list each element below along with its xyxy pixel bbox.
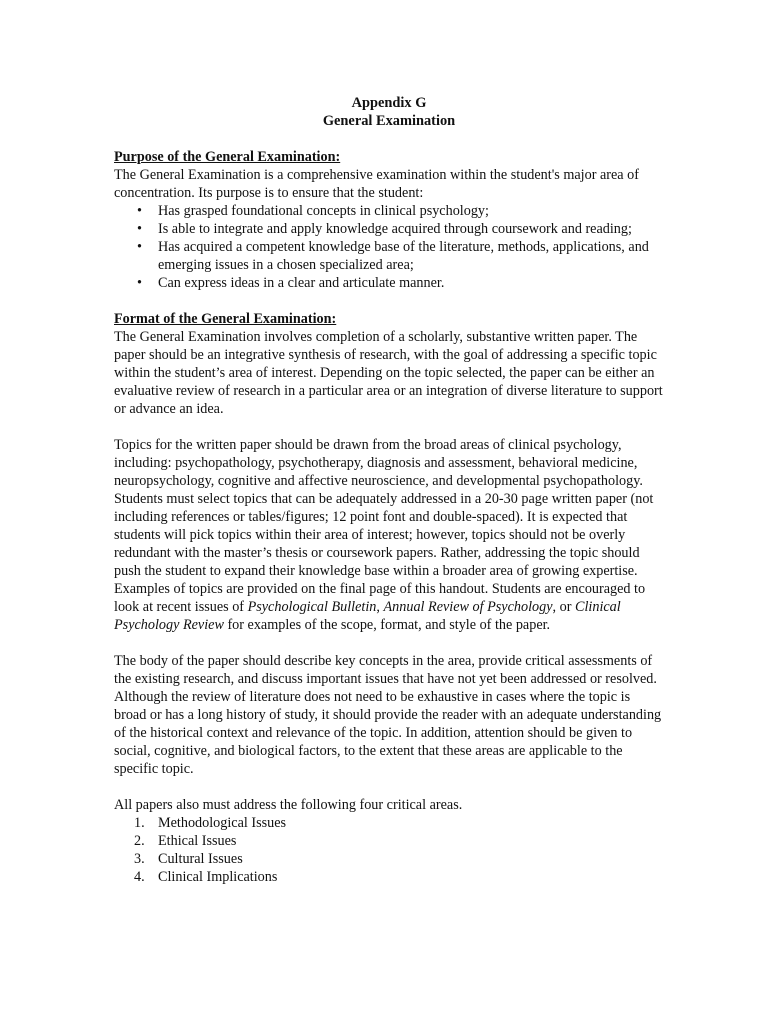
bullet-icon: • — [137, 203, 142, 219]
bullet-text: Is able to integrate and apply knowledge acquired through coursework and reading; — [158, 221, 632, 237]
list-item — [134, 814, 664, 832]
item-label: Ethical Issues — [158, 833, 237, 849]
bullet-icon: • — [137, 275, 142, 291]
format-paragraph-3: The body of the paper should describe key concepts in the area, provide critical assessments of the existing research, and discuss important issues that have not yet been addressed or resolved. Although the review of literature does not need to be exhaustive in cases where the topic is broad or has a long history of study, it should provide the reader with an adequate understanding of the historical context and relevance of the topic. In addition, attention should be given to social, cognitive, and biological factors, to the extent that these areas are applicable to the specific topic. — [114, 653, 662, 777]
paragraph-text: Topics for the written paper should be drawn from the broad areas of clinical psychology, including: psychopathology, psychotherapy, diagnosis and assessment, behavioral medicine, neuropsychology, cognitive and affective neuroscience, and developmental psychopathology. Students must select topics that can be adequately addressed in a 20-30 page written paper (not including references or tables/figures; 12 point font and double-spaced). It is expected that students will pick topics within their area of interest; however, topics should not be overly redundant with the master’s thesis or coursework papers. Rather, addressing the topic should push the student to expand their knowledge base within a broader area of growing expertise. Examples of topics are provided on the final page of this handout. Students are encouraged to look at recent issues of — [114, 437, 654, 615]
document-title — [114, 94, 664, 130]
journal-title: Clinical Psychology Review — [114, 599, 621, 633]
bullet-text: Has acquired a competent knowledge base of the literature, methods, applications, and emerging issues in a chosen specialized area; — [158, 239, 649, 273]
item-number: 3. — [134, 851, 145, 867]
purpose-bullet-list — [114, 202, 664, 292]
appendix-label: Appendix G — [351, 95, 427, 111]
purpose-intro: The General Examination is a comprehensive examination within the student's major area of concentration. Its purpose is to ensure that the student: — [114, 167, 639, 201]
item-number: 2. — [134, 833, 145, 849]
examination-title: General Examination — [322, 113, 456, 129]
purpose-heading: Purpose of the General Examination: — [114, 149, 341, 165]
document-page — [114, 94, 664, 886]
bullet-text: Has grasped foundational concepts in clinical psychology; — [158, 203, 489, 219]
purpose-section — [114, 148, 664, 292]
list-item — [137, 238, 664, 274]
item-label: Clinical Implications — [158, 869, 278, 885]
format-paragraph-2 — [114, 436, 664, 634]
separator-text: , — [376, 599, 384, 615]
list-item — [134, 850, 664, 868]
format-paragraph-1: The General Examination involves completion of a scholarly, substantive written paper. The paper should be an integrative synthesis of research, with the goal of addressing a specific topic within the student’s area of interest. Depending on the topic selected, the paper can be either an evaluative review of research in a particular area or an integration of diverse literature to support or advance an idea. — [114, 329, 663, 417]
list-item — [137, 274, 664, 292]
bullet-text: Can express ideas in a clear and articulate manner. — [158, 275, 445, 291]
list-item — [137, 220, 664, 238]
paragraph-text: for examples of the scope, format, and style of the paper. — [223, 617, 551, 633]
item-label: Cultural Issues — [158, 851, 243, 867]
item-label: Methodological Issues — [158, 815, 287, 831]
bullet-icon: • — [137, 221, 142, 237]
item-number: 1. — [134, 815, 145, 831]
item-number: 4. — [134, 869, 145, 885]
list-item — [134, 832, 664, 850]
format-heading: Format of the General Examination: — [114, 311, 337, 327]
critical-areas-list — [114, 814, 664, 886]
list-item — [137, 202, 664, 220]
bullet-icon: • — [137, 239, 142, 255]
journal-title: Psychological Bulletin — [247, 599, 377, 615]
journal-title: Annual Review of Psychology — [383, 599, 553, 615]
list-item — [134, 868, 664, 886]
format-paragraph-4: All papers also must address the following four critical areas. — [114, 797, 463, 813]
format-section — [114, 310, 664, 886]
separator-text: , or — [552, 599, 575, 615]
